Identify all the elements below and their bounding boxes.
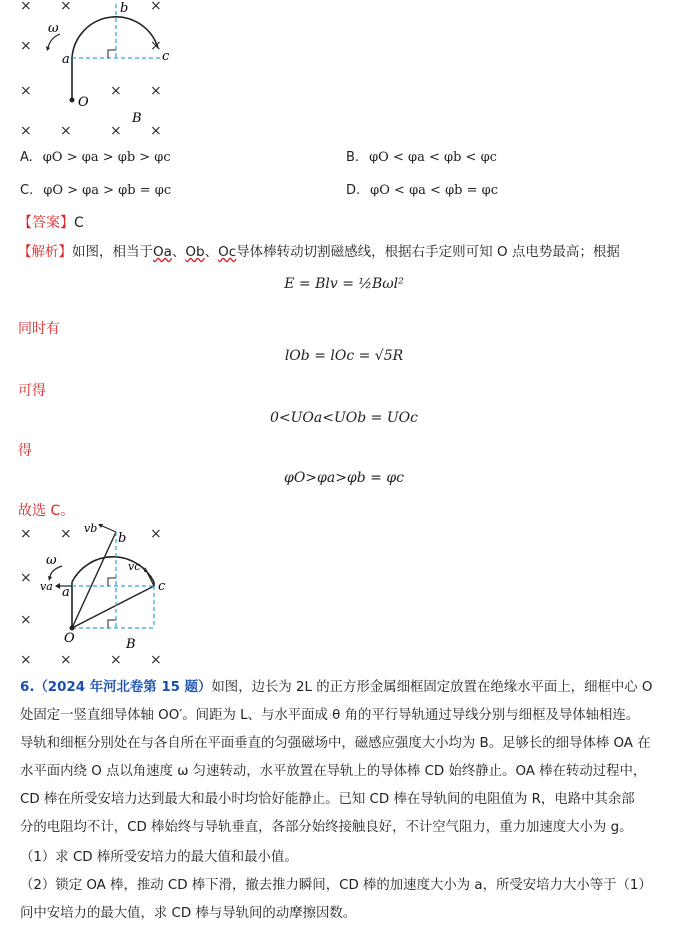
svg-text:×: × [20, 0, 32, 14]
svg-text:×: × [150, 38, 162, 54]
analysis-line: 【解析】如图，相当于Oa、Ob、Oc导体棒转动切割磁感线，根据右手定则可知 O 点电势最高；根据 [18, 244, 620, 260]
svg-text:×: × [60, 652, 72, 668]
svg-text:×: × [60, 0, 72, 14]
label-o: O [78, 95, 89, 110]
label-o-2: O [64, 631, 75, 646]
question-part-2: （2）锁定 OA 棒，推动 CD 棒下滑，撤去推力瞬间，CD 棒的加速度大小为 a，所受安培力大小等于（1） [20, 878, 652, 893]
label-va: va [40, 580, 53, 593]
omega-label-2: ω [46, 553, 57, 568]
field-crosses-2 [20, 526, 162, 668]
svg-text:×: × [20, 612, 32, 628]
svg-text:×: × [110, 83, 122, 99]
label-vb: vb [84, 522, 98, 535]
svg-text:×: × [60, 526, 72, 542]
svg-text:×: × [150, 0, 162, 14]
question-line-1: 6.（2024 年河北卷第 15 题）如图，边长为 2L 的正方形金属细框固定放置在绝缘水平面上，细框中心 O [20, 680, 653, 695]
question-line-5: CD 棒在所受安培力达到最大和最小时均恰好能静止。已知 CD 棒在导轨间的电阻值为 R，电路中其余部 [20, 792, 635, 807]
point-o [70, 98, 75, 103]
option-d: D. φO < φa < φb = φc [346, 183, 499, 198]
svg-text:×: × [110, 652, 122, 668]
label-a-2: a [62, 585, 70, 600]
svg-text:×: × [150, 123, 162, 139]
label-b-field-2: B [126, 637, 136, 652]
omega-label: ω [48, 21, 59, 36]
question-part-1: （1）求 CD 棒所受安培力的最大值和最小值。 [20, 850, 298, 865]
text-de: 得 [18, 443, 32, 459]
figure-1 [0, 0, 200, 140]
svg-text:×: × [20, 570, 32, 586]
figure-2 [0, 520, 200, 670]
question-part-2-cont: 问中安培力的最大值，求 CD 棒与导轨间的动摩擦因数。 [20, 906, 357, 921]
svg-text:×: × [20, 38, 32, 54]
label-vc: vc [128, 560, 141, 573]
svg-text:×: × [60, 123, 72, 139]
svg-text:×: × [20, 123, 32, 139]
text-guxuan: 故选 C。 [18, 503, 75, 519]
label-c-2: c [158, 579, 166, 594]
svg-text:×: × [150, 652, 162, 668]
svg-text:×: × [150, 526, 162, 542]
question-line-6: 分的电阻均不计，CD 棒始终与导轨垂直，各部分始终接触良好，不计空气阻力，重力加速度大小为 g。 [20, 820, 633, 835]
option-a: A. φO > φa > φb > φc [20, 150, 171, 165]
label-c: c [162, 49, 170, 64]
option-c: C. φO > φa > φb = φc [20, 183, 172, 198]
label-b-field: B [132, 111, 142, 126]
question-line-2: 处固定一竖直细导体轴 OO′。间距为 L、与水平面成 θ 角的平行导轨通过导线分别与细框及导体轴相连。 [20, 708, 640, 723]
svg-text:×: × [20, 83, 32, 99]
text-kede: 可得 [18, 383, 46, 399]
svg-text:×: × [20, 652, 32, 668]
option-b: B. φO < φa < φb < φc [346, 150, 497, 165]
question-line-4: 水平面内绕 O 点以角速度 ω 匀速转动，水平放置在导轨上的导体棒 CD 始终静止。OA 棒在转动过程中， [20, 764, 647, 779]
formula-lengths: lOb = lOc = √5R [284, 348, 404, 364]
svg-text:×: × [110, 123, 122, 139]
label-b-2: b [118, 531, 127, 546]
svg-text:×: × [20, 526, 32, 542]
answer-line: 【答案】C [18, 215, 84, 231]
text-tongshi: 同时有 [18, 321, 60, 337]
label-b: b [120, 1, 129, 16]
question-line-3: 导轨和细框分别处在与各自所在平面垂直的匀强磁场中，磁感应强度大小均为 B。足够长的细导体棒 OA 在 [20, 736, 651, 751]
formula-emf: E = Blv = ½Bωl² [284, 276, 404, 292]
arc-a-b-c [72, 17, 158, 58]
svg-text:×: × [150, 83, 162, 99]
formula-voltages: 0<UOa<UOb = UOc [270, 410, 418, 426]
label-a: a [62, 52, 70, 67]
formula-potentials: φO>φa>φb = φc [284, 470, 404, 486]
